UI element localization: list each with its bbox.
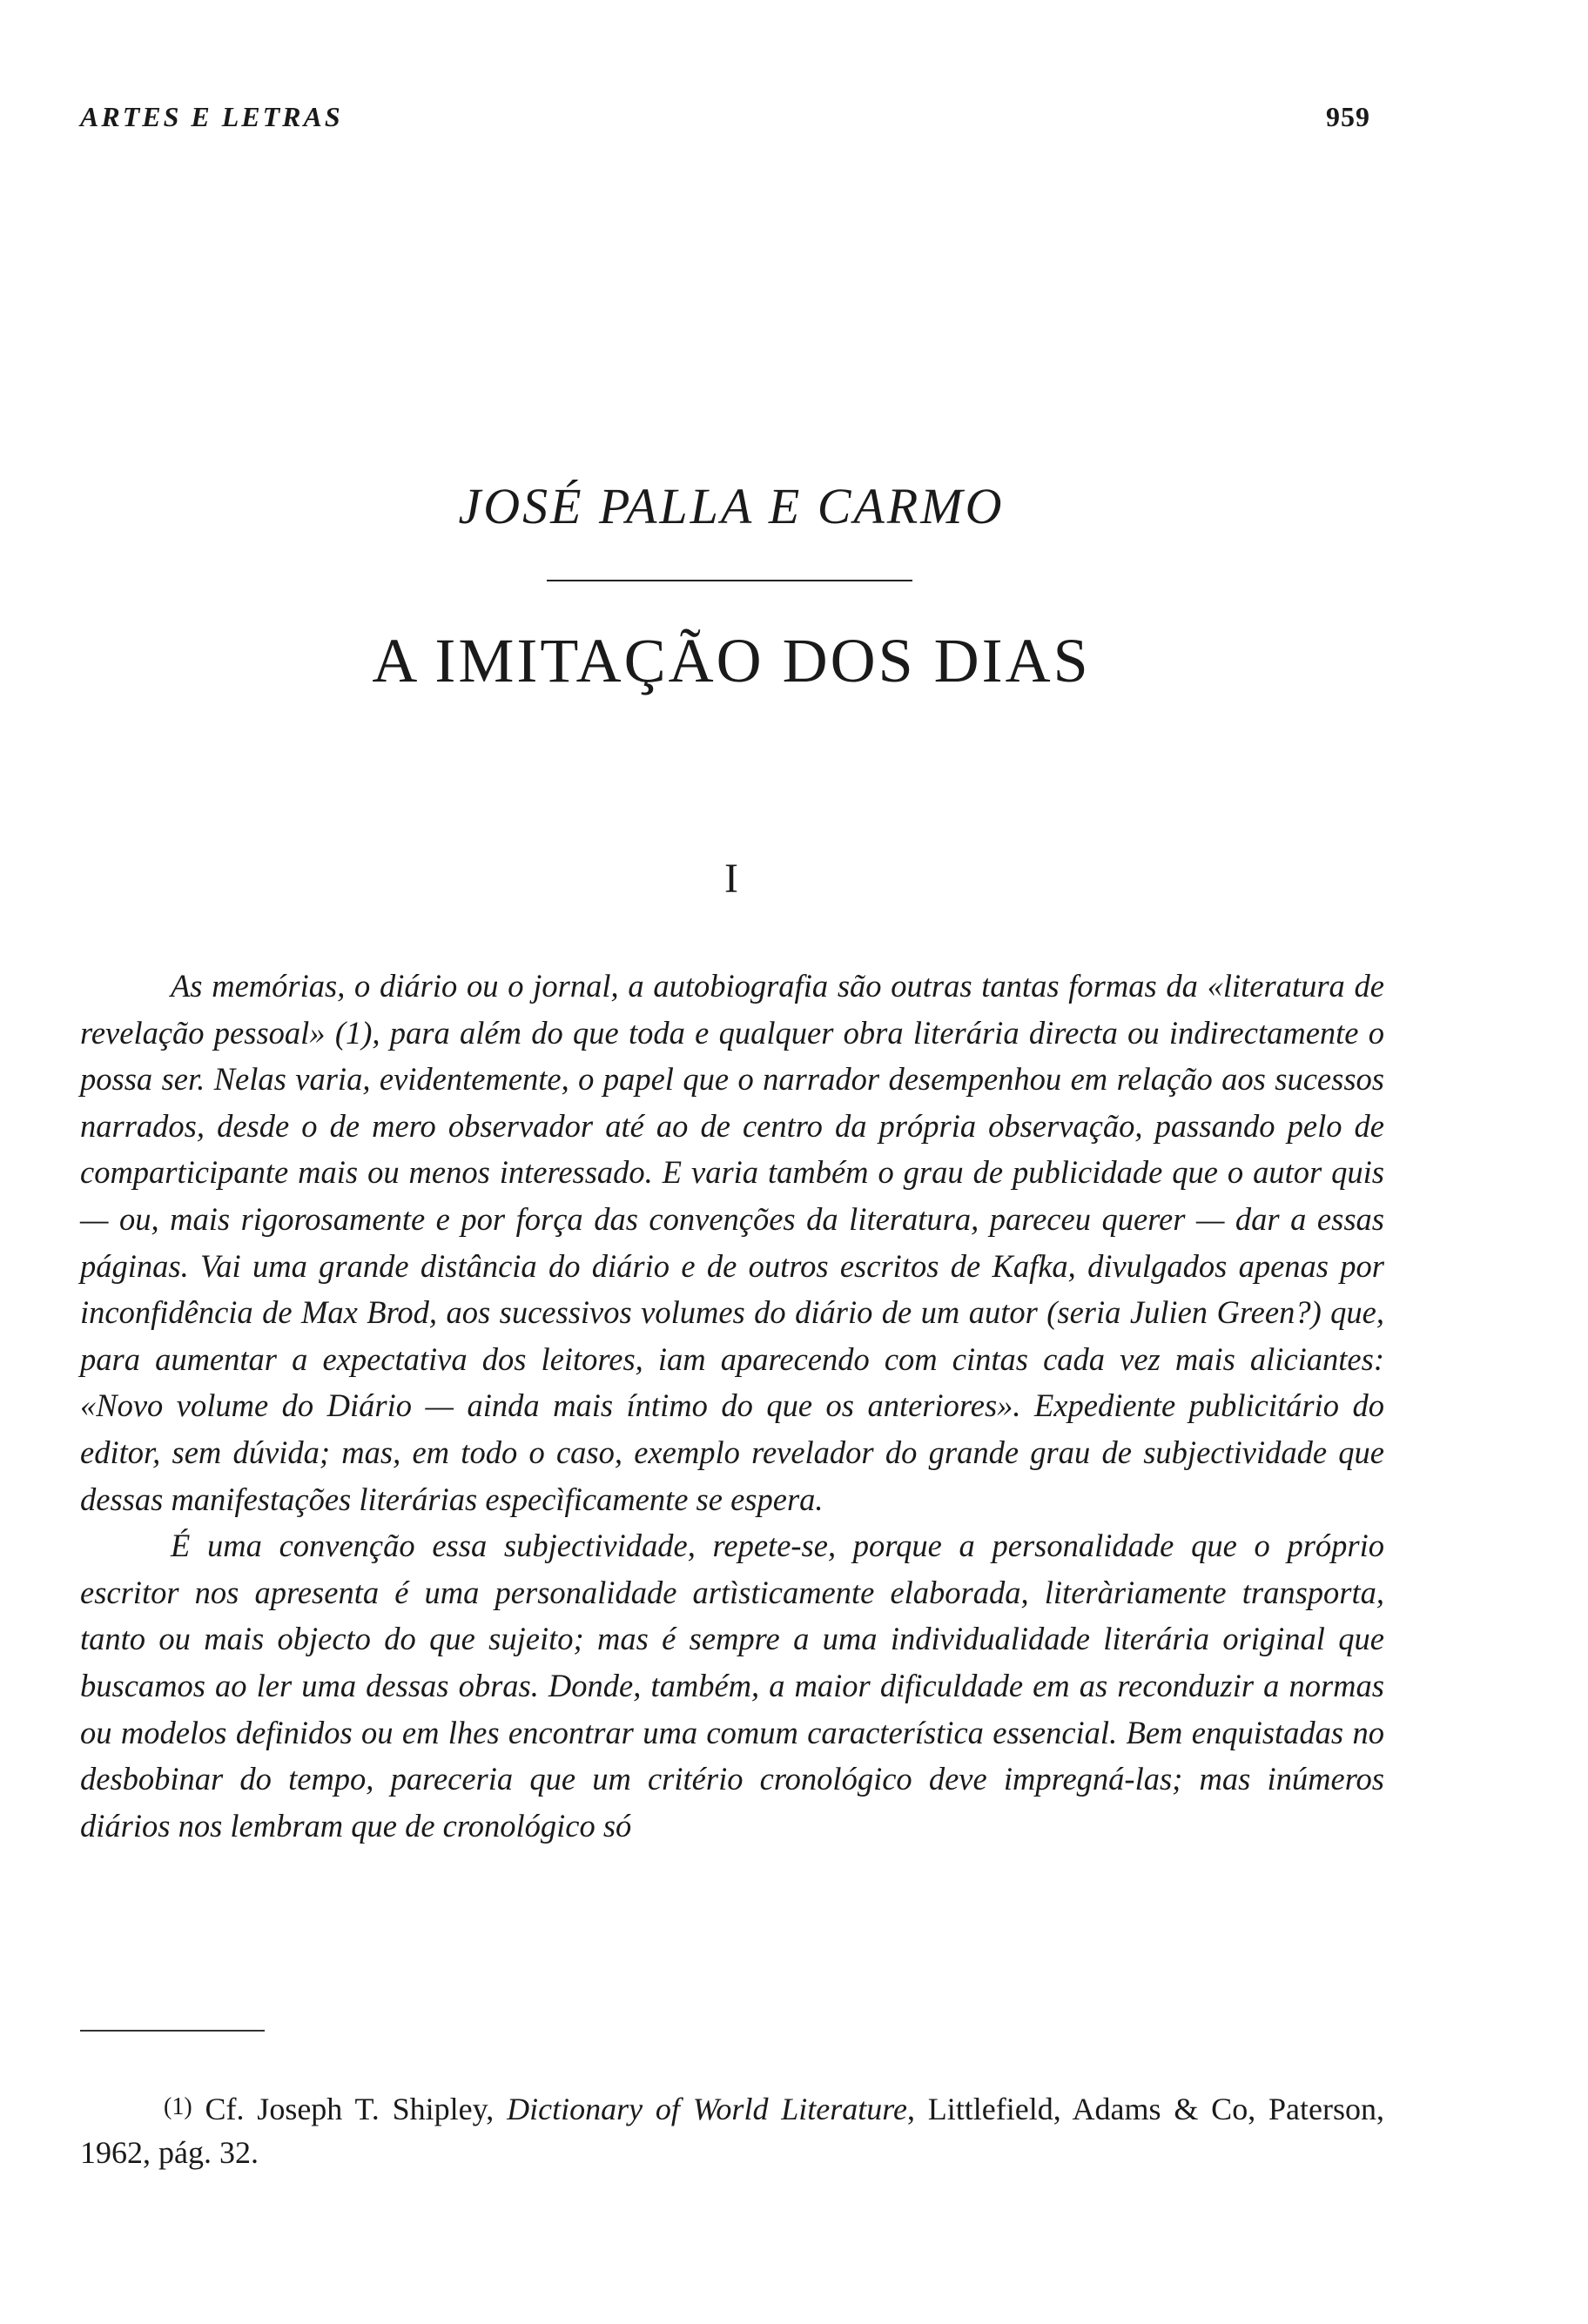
footnote [80,2086,1384,2174]
title-divider [547,580,912,581]
running-head [80,101,1370,144]
article-title: A IMITAÇÃO DOS DIAS [372,626,1091,695]
footnote-suffix: , Littlefield, Adams & Co, Paterson, 1962, pág. 32. [80,2092,1384,2170]
footnote-marker: (1) [164,2093,192,2120]
page-number: 959 [1326,101,1370,132]
footnote-divider [80,2030,265,2032]
section-number: I [724,856,738,902]
footnote-prefix: Cf. Joseph T. Shipley, [205,2092,495,2126]
paragraph-2: É uma convenção essa subjectividade, repete-se, porque a personalidade que o próprio escritor nos apresenta é uma personalidade artìsticamente elaborada, literàriamente transporta, tanto ou mais objecto do que sujeito; mas é sempre a uma individualidade literária original que buscamos ao ler uma dessas obras. Donde, também, a maior dificuldade em as reconduzir a normas ou modelos definidos ou em lhes encontrar uma comum característica essencial. Bem enquistadas no desbobinar do tempo, pareceria que um critério cronológico deve impregná-las; mas inúmeros diários nos lembram que de cronológico só [80,1528,1384,1844]
article-author: JOSÉ PALLA E CARMO [458,478,1005,534]
journal-title: ARTES E LETRAS [80,101,343,132]
article-body [80,963,1384,1849]
paragraph-1: As memórias, o diário ou o jornal, a autobiografia são outras tantas formas da «literatura de revelação pessoal» (1), para além do que toda e qualquer obra literária directa ou indirectamente o possa ser. Nelas varia, evidentemente, o papel que o narrador desempenhou em relação aos sucessos narrados, desde o de mero observador até ao de centro da própria observação, passando pelo de comparticipante mais ou menos interessado. E varia também o grau de publicidade que o autor quis — ou, mais rigorosamente e por força das convenções da literatura, pareceu querer — dar a essas páginas. Vai uma grande distância do diário e de outros escritos de Kafka, divulgados apenas por inconfidência de Max Brod, aos sucessivos volumes do diário de um autor (seria Julien Green?) que, para aumentar a expectativa dos leitores, iam aparecendo com cintas cada vez mais aliciantes: «Novo volume do Diário — ainda mais íntimo do que os anteriores». Expediente publicitário do editor, sem dúvida; mas, em todo o caso, exemplo revelador do grande grau de subjectividade que dessas manifestações literárias especìficamente se espera. [80,968,1384,1517]
footnote-work-title: Dictionary of World Literature [507,2092,907,2126]
